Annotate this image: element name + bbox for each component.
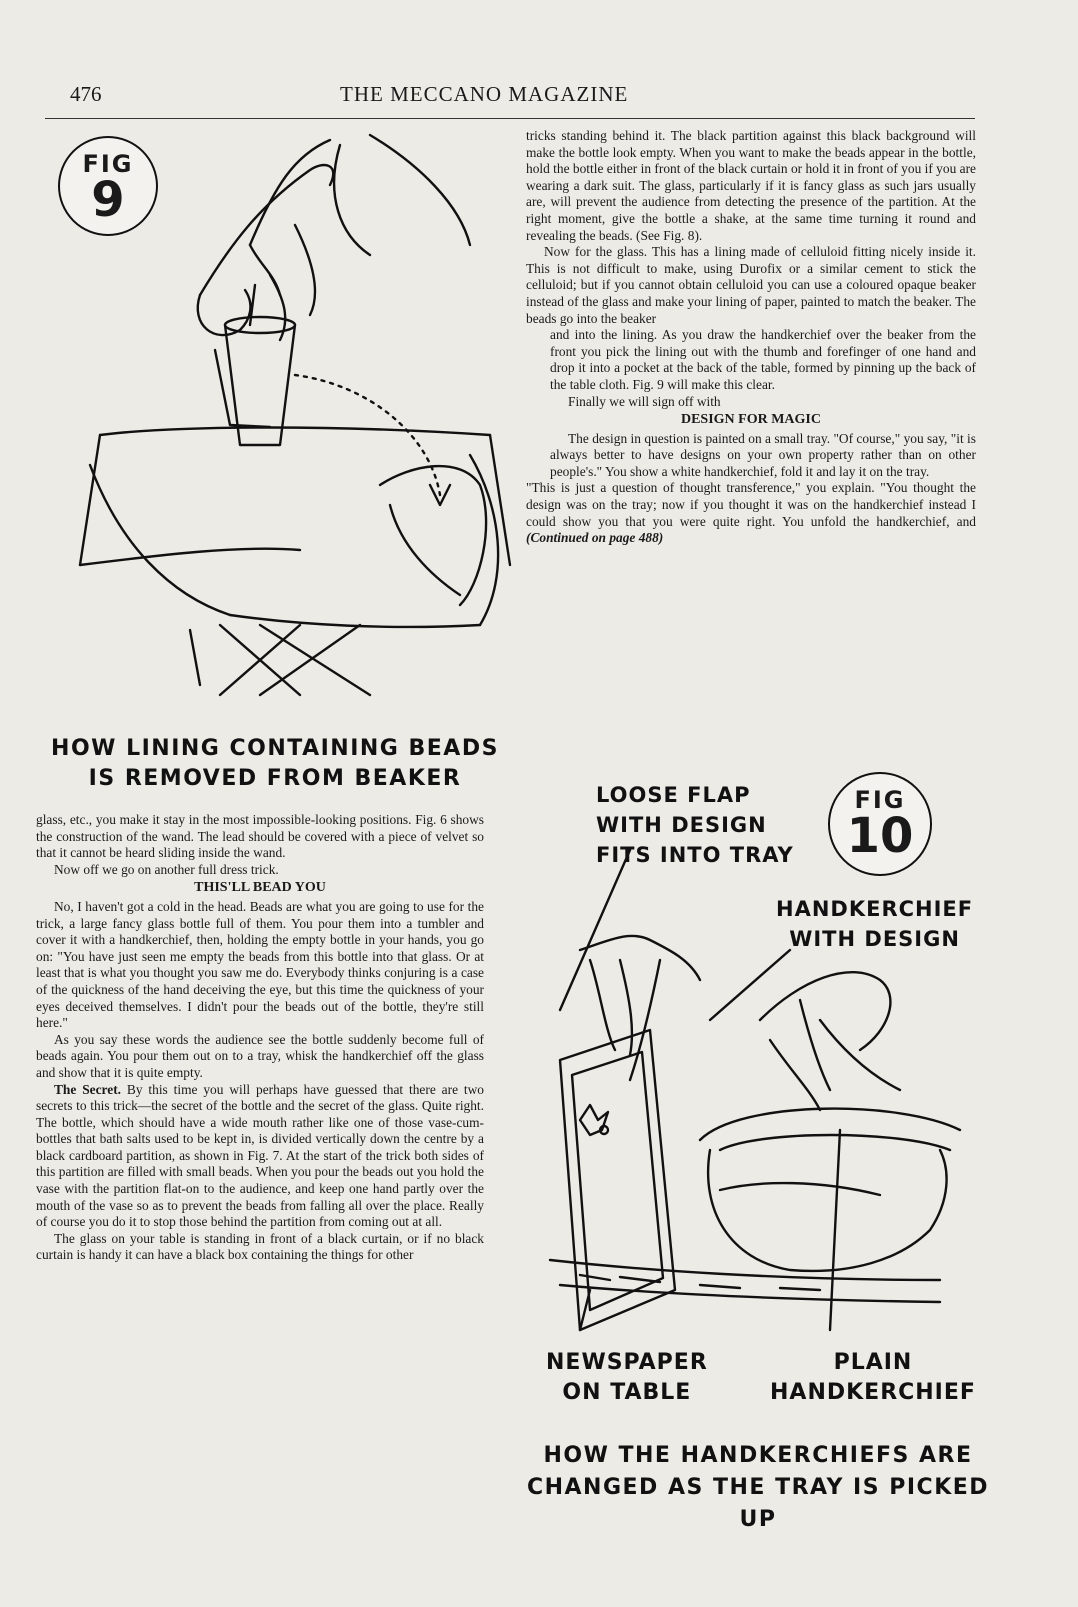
fig9-caption-line2: IS REMOVED FROM BEAKER (88, 766, 462, 791)
fig9-caption (50, 734, 500, 794)
label-hk-design-line2: WITH DESIGN (789, 927, 960, 951)
fig9-label: FIG (82, 150, 134, 178)
page-number: 476 (70, 82, 102, 106)
fig10-caption-line1: HOW THE HANDKERCHIEFS ARE (543, 1443, 973, 1468)
label-loose-flap-line3: FITS INTO TRAY (596, 843, 794, 867)
right-paragraph-2: Now for the glass. This has a lining made of celluloid fitting nicely inside it. This is not difficult to make, using Durofix or a similar cement to stick the celluloid; but if you cannot obtain celluloid you can use a coloured opaque beaker instead of the glass and make your lining of paper, painted to match the beaker. The beads go into the beaker (526, 244, 976, 326)
fig9-number: 9 (91, 172, 125, 228)
right-paragraph-1: tricks standing behind it. The black partition against this black background will make the bottle look empty. When you want to make the beads appear in the bottle, hold the bottle either in front of the black curtain or hold it in front of you if you are wearing a dark suit. The glass, particularly if it is fancy glass as such jars usually are, will prevent the audience from detecting the presence of the partition. At the right moment, give the bottle a shake, at the same time turning it round and revealing the beads. (See Fig. 8). (526, 128, 976, 243)
fig10-illustration (520, 830, 980, 1370)
label-newspaper-line1: NEWSPAPER (546, 1350, 708, 1375)
left-paragraph-2: Now off we go on another full dress trick. (54, 861, 279, 877)
secret-lead: The Secret. (54, 1081, 121, 1097)
fig10-caption (508, 1440, 1008, 1536)
label-hk-design-line1: HANDKERCHIEF (776, 897, 974, 921)
fig10-caption-line2: CHANGED AS THE TRAY IS PICKED UP (526, 1475, 990, 1532)
label-plain-handkerchief (770, 1348, 976, 1408)
section-heading-bead: THIS'LL BEAD YOU (194, 880, 326, 896)
left-paragraph-6: The glass on your table is standing in front of a black curtain, or if no black curtain is handy it can have a black box containing the things for other (36, 1230, 484, 1263)
right-paragraph-6-text: "This is just a question of thought transference," you explain. "You thought the design was on the tray; now if you thought it was on the handkerchief instead I could show you that you were quite right. You unfold the handkerchief, and (526, 480, 976, 529)
fig10-number: 10 (846, 808, 914, 864)
right-paragraph-6 (526, 480, 976, 546)
right-paragraph-5: The design in question is painted on a small tray. "Of course," you say, "it is always better to have designs on your own property rather than on other people's." You show a white handkerchief, fold it and lay it on the tray. (550, 430, 976, 479)
left-column (36, 812, 484, 1264)
page-header (70, 82, 960, 112)
right-paragraph-3: and into the lining. As you draw the handkerchief over the beaker from the front you pick the lining out with the thumb and forefinger of one hand and drop it into a pocket at the back of the table, formed by pinning up the back of the table cloth. Fig. 9 will make this clear. (550, 327, 976, 392)
left-paragraph-3: No, I haven't got a cold in the head. Beads are what you are going to use for the trick, a large fancy glass bottle full of them. You pour them into a tumbler and cover it with a handkerchief, then, holding the empty bottle in your hands, you go on: "You have just seen me empty the beads from this bottle into that glass. Or at least that is what you thought you saw me do. Everybody thinks conjuring is a case of the quickness of the hand deceiving the eye, but this time the quickness of your eyes deceived themselves. I didn't pour the beads out of the bottle, they're still here." (36, 898, 484, 1031)
right-column (526, 128, 976, 547)
continued-note: (Continued on page 488) (526, 530, 664, 546)
label-newspaper (546, 1348, 708, 1408)
left-paragraph-5 (36, 1082, 484, 1231)
right-paragraph-4: Finally we will sign off with (568, 393, 721, 409)
label-newspaper-line2: ON TABLE (562, 1380, 692, 1405)
left-paragraph-4: As you say these words the audience see the bottle suddenly become full of beads again. You pour them out on to a tray, whisk the handkerchief off the glass and show that it is quite empty. (36, 1031, 484, 1080)
magazine-title: THE MECCANO MAGAZINE (340, 82, 629, 106)
label-loose-flap-line1: LOOSE FLAP (596, 783, 751, 807)
header-rule (45, 118, 975, 119)
section-heading-design: DESIGN FOR MAGIC (680, 412, 821, 428)
label-plain-line1: PLAIN (833, 1350, 913, 1375)
label-loose-flap-line2: WITH DESIGN (596, 813, 767, 837)
fig9-caption-line1: HOW LINING CONTAINING BEADS (51, 736, 499, 761)
fig9-illustration (40, 125, 520, 715)
left-paragraph-1: glass, etc., you make it stay in the most impossible-looking positions. Fig. 6 shows the construction of the wand. The lead should be covered with a piece of velvet so that it cannot be heard sliding inside the wand. (36, 812, 484, 861)
label-plain-line2: HANDKERCHIEF (770, 1380, 976, 1405)
secret-text: By this time you will perhaps have guessed that there are two secrets to this trick—the secret of the bottle and the secret of the glass. Quite right. The bottle, which should have a wide mouth rather like one of those vase-cum-bottles that bath salts used to be kept in, is divided vertically down the centre by a black cardboard partition, as shown in Fig. 7. At the start of the trick both sides of this partition are filled with small beads. When you pour the beads out you hold the vase with the partition flat-on to the audience, and keep one hand partly over the mouth of the vase so as to prevent the beads from falling all over the place. Really of course you do it to stop those behind the partition from coming out at all. (36, 1081, 484, 1230)
fig10-label: FIG (854, 786, 906, 814)
